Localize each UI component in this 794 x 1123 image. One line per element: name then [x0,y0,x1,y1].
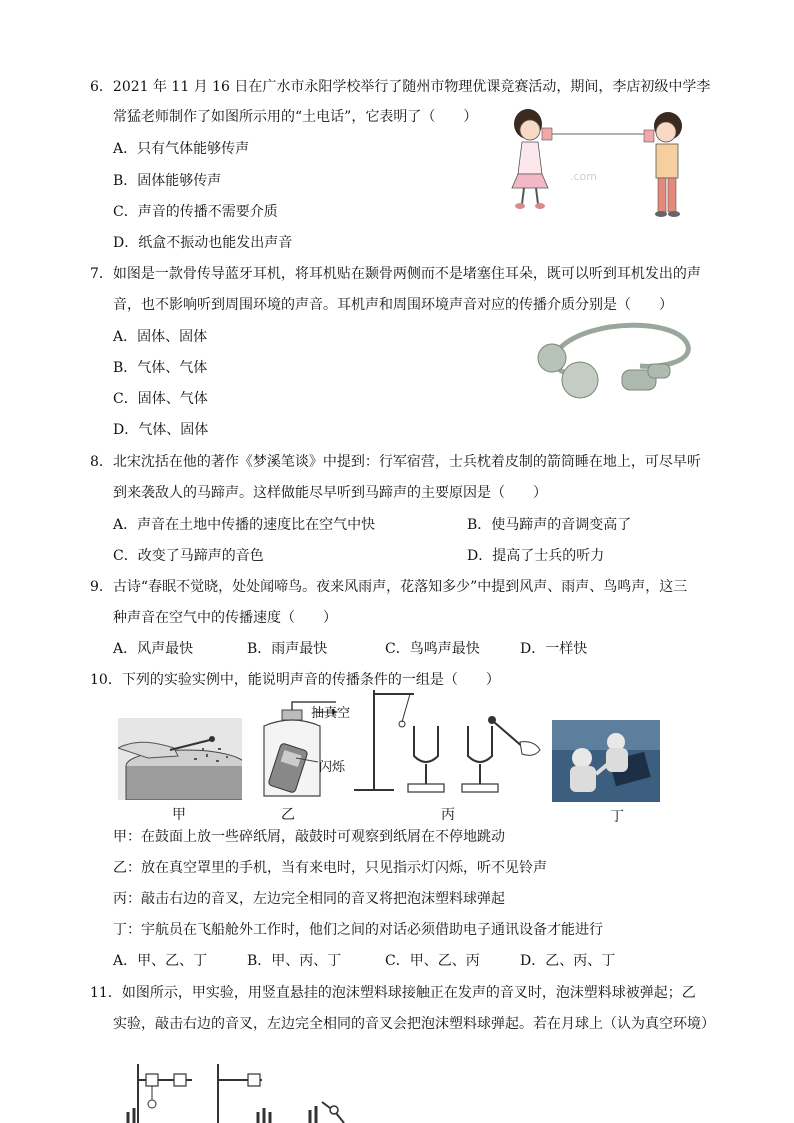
q9-option-d: D．一样快 [520,641,588,657]
q9-stem-line1: 9．古诗“春眠不觉晓，处处闻啼鸟。夜来风雨声，花落知多少”中提到风声、雨声、鸟鸣声，这三 [90,579,688,595]
q10-desc-jia: 甲：在鼓面上放一些碎纸屑，敲鼓时可观察到纸屑在不停地跳动 [113,829,505,845]
q10-desc-ding: 丁：宇航员在飞船舱外工作时，他们之间的对话必须借助电子通讯设备才能进行 [113,922,603,938]
q9-option-a: A．风声最快 [113,641,194,657]
q9-option-b: B．雨声最快 [247,641,328,657]
q10-caption-jia: 甲 [172,807,186,823]
bone-conduction-headphone-figure [530,318,700,408]
q10-option-d: D．乙、丙、丁 [520,953,616,969]
q10-caption-ding: 丁 [610,809,624,825]
boy-figure [644,112,682,217]
q11-apparatus-figure [122,1060,352,1123]
q9-option-c: C．鸟鸣声最快 [385,641,480,657]
tuning-forks-figure [350,686,550,798]
q6-option-b: B．固体能够传声 [113,173,222,189]
label-vacuum: 抽真空 [311,706,351,721]
q8-stem-line2: 到来袭敌人的马蹄声。这样做能尽早听到马蹄声的主要原因是（ ） [113,485,547,501]
q7-option-a: A．固体、固体 [113,329,208,345]
q6-option-d: D．纸盒不振动也能发出声音 [113,235,293,251]
q8-stem-line1: 8．北宋沈括在他的著作《梦溪笔谈》中提到：行军宿营，士兵枕着皮制的箭筒睡在地上，可尽早听 [90,454,701,470]
q10-caption-yi: 乙 [281,807,295,823]
q7-option-c: C．固体、气体 [113,391,208,407]
label-flash: 闪烁 [319,760,346,775]
q6-stem-line2: 常猛老师制作了如图所示用的“土电话”，它表明了（ ） [113,109,478,125]
girl-figure [512,109,552,209]
string-telephone-figure [498,104,708,220]
q6-option-a: A．只有气体能够传声 [113,141,250,157]
q10-option-c: C．甲、乙、丙 [385,953,480,969]
q7-option-b: B．气体、气体 [113,360,208,376]
q10-desc-yi: 乙：放在真空罩里的手机，当有来电时，只见指示灯闪烁，听不见铃声 [113,860,547,876]
q9-stem-line2: 种声音在空气中的传播速度（ ） [113,610,337,626]
q10-stem: 10．下列的实验实例中，能说明声音的传播条件的一组是（ ） [90,672,500,688]
q8-option-c: C．改变了马蹄声的音色 [113,548,264,564]
q6-stem-line1: 6．2021 年 11 月 16 日在广水市永阳学校举行了随州市物理优课竞赛活动，期间，李店初级中学李 [90,79,711,95]
q10-caption-bing: 丙 [441,807,455,823]
q11-stem-line2: 实验，敲击右边的音叉，左边完全相同的音叉会把泡沫塑料球弹起。若在月球上（认为真空环境） [113,1016,715,1032]
q6-option-c: C．声音的传播不需要介质 [113,204,278,220]
q8-option-d: D．提高了士兵的听力 [467,548,605,564]
q8-option-a: A．声音在土地中传播的速度比在空气中快 [113,517,376,533]
astronauts-figure [552,720,660,802]
q7-option-d: D．气体、固体 [113,422,209,438]
drum-paper-scraps-figure [118,718,242,800]
watermark-text: .com [570,170,597,183]
q10-option-a: A．甲、乙、丁 [113,953,208,969]
q8-option-b: B．使马蹄声的音调变高了 [467,517,632,533]
q10-desc-bing: 丙：敲击右边的音叉，左边完全相同的音叉将把泡沫塑料球弹起 [113,891,505,907]
q10-option-b: B．甲、丙、丁 [247,953,342,969]
q7-stem-line1: 7．如图是一款骨传导蓝牙耳机，将耳机贴在颞骨两侧而不是堵塞住耳朵，既可以听到耳机发出的声 [90,266,701,282]
q7-stem-line2: 音，也不影响听到周围环境的声音。耳机声和周围环境声音对应的传播介质分别是（ ） [113,297,673,313]
q11-stem-line1: 11．如图所示，甲实验，用竖直悬挂的泡沫塑料球接触正在发声的音叉时，泡沫塑料球被弹起；乙 [90,985,696,1001]
